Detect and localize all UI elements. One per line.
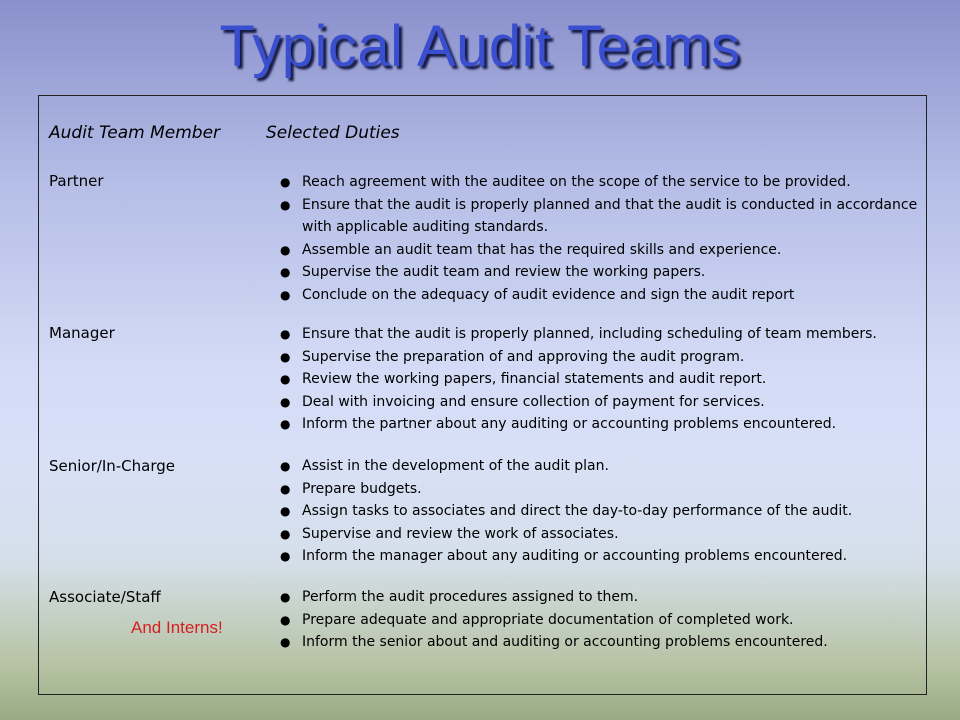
duties-list-associate [278, 586, 928, 654]
duty-text: Assemble an audit team that has the required skills and experience. [302, 241, 782, 258]
duty-text: Supervise and review the work of associates. [302, 525, 619, 542]
bullet-dot-icon: ● [280, 394, 291, 409]
duty-item [278, 413, 928, 436]
duty-item [278, 239, 928, 262]
duty-text: Inform the manager about any auditing or accounting problems encountered. [302, 548, 848, 564]
duty-text: Prepare adequate and appropriate documentation of completed work. [302, 611, 794, 628]
duty-text: Conclude on the adequacy of audit evidence and sign the audit report [302, 286, 795, 303]
duty-text: Deal with invoicing and ensure collection of payment for services. [302, 393, 765, 410]
duty-item [278, 545, 928, 568]
duty-item [278, 523, 928, 546]
duty-item [278, 368, 928, 391]
bullet-dot-icon: ● [280, 197, 291, 212]
duties-list-senior [278, 455, 928, 568]
bullet-dot-icon: ● [280, 504, 291, 518]
bullet-dot-icon: ● [280, 175, 291, 189]
duty-text: Prepare budgets. [302, 480, 422, 497]
bullet-dot-icon: ● [280, 265, 291, 279]
duty-item [278, 586, 928, 609]
duty-item [278, 609, 928, 632]
duty-item [278, 261, 928, 284]
duty-item [278, 478, 928, 501]
duty-item [278, 500, 928, 523]
duty-text: Inform the partner about any auditing or accounting problems encountered. [302, 416, 837, 432]
duty-item [278, 455, 928, 478]
bullet-dot-icon: ● [280, 372, 291, 386]
bullet-dot-icon: ● [280, 635, 291, 649]
duties-list-partner [278, 171, 928, 306]
duty-item [278, 171, 928, 194]
bullet-dot-icon: ● [280, 417, 291, 431]
bullet-dot-icon: ● [280, 612, 291, 627]
duty-item [278, 323, 928, 346]
duties-list-manager [278, 323, 928, 436]
duty-text: Assist in the development of the audit plan. [302, 458, 609, 474]
bullet-dot-icon: ● [280, 327, 291, 341]
duty-item [278, 194, 928, 239]
bullet-dot-icon: ● [280, 459, 291, 473]
duty-text: Ensure that the audit is properly planned and that the audit is conducted in accordance with applicable auditing standards. [302, 196, 918, 235]
duty-item [278, 391, 928, 414]
bullet-dot-icon: ● [280, 526, 291, 541]
duty-item [278, 631, 928, 654]
slide-title: Typical Audit Teams [219, 14, 741, 79]
role-associate-staff: Associate/Staff [49, 588, 161, 606]
duty-text: Review the working papers, financial statements and audit report. [302, 371, 767, 387]
duty-text: Assign tasks to associates and direct the day-to-day performance of the audit. [302, 503, 853, 519]
duty-text: Supervise the audit team and review the working papers. [302, 264, 706, 280]
role-partner: Partner [49, 172, 104, 190]
column-header-duties: Selected Duties [266, 123, 400, 143]
role-manager: Manager [49, 324, 115, 342]
duty-text: Supervise the preparation of and approving the audit program. [302, 348, 745, 365]
bullet-dot-icon: ● [280, 481, 291, 496]
bullet-dot-icon: ● [280, 349, 291, 364]
bullet-dot-icon: ● [280, 590, 291, 604]
duty-text: Perform the audit procedures assigned to them. [302, 589, 639, 605]
role-senior-in-charge: Senior/In-Charge [49, 457, 175, 475]
column-header-member: Audit Team Member [49, 123, 221, 143]
interns-annotation: And Interns! [131, 618, 223, 637]
duty-item [278, 284, 928, 307]
bullet-dot-icon: ● [280, 549, 291, 563]
duty-text: Ensure that the audit is properly planned, including scheduling of team members. [302, 326, 877, 342]
duty-item [278, 346, 928, 369]
bullet-dot-icon: ● [280, 287, 291, 302]
duty-text: Inform the senior about and auditing or accounting problems encountered. [302, 634, 828, 650]
bullet-dot-icon: ● [280, 242, 291, 257]
duty-text: Reach agreement with the auditee on the scope of the service to be provided. [302, 174, 851, 190]
